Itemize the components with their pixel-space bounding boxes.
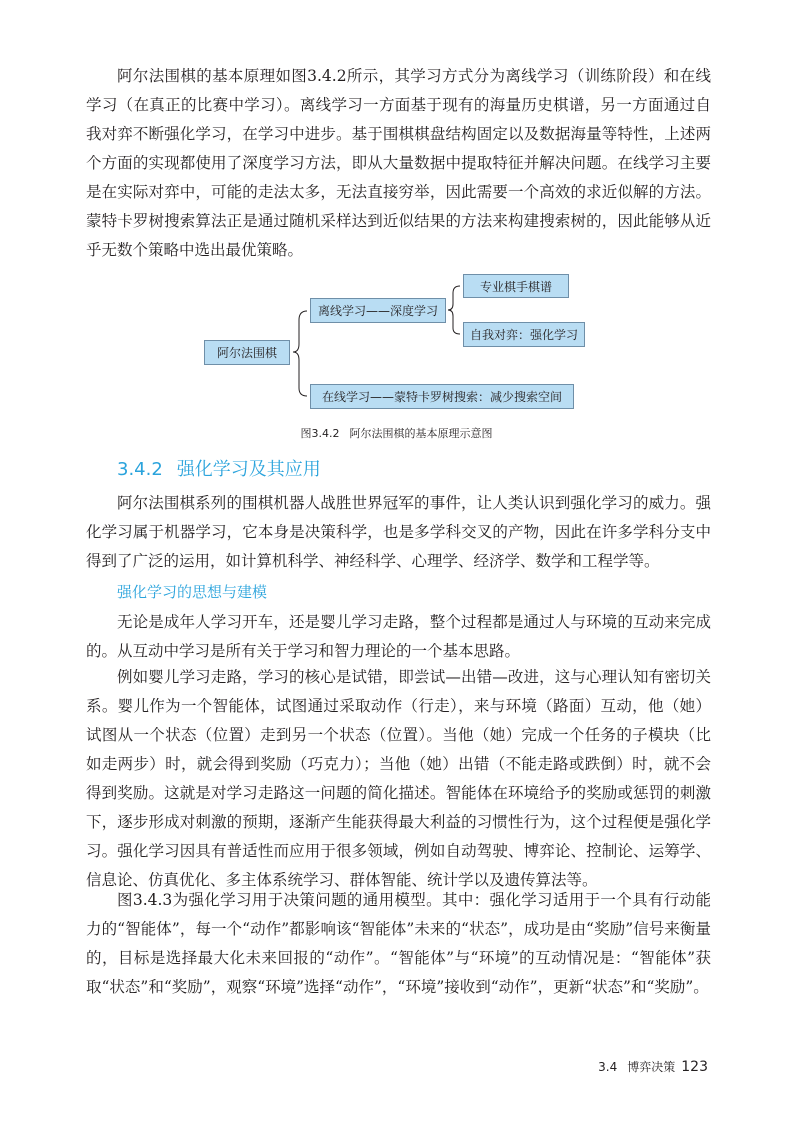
paragraph-alphago-principle: 阿尔法围棋的基本原理如图3.4.2所示，其学习方式分为离线学习（训练阶段）和在线学习（在真正的比赛中学习）。离线学习一方面基于现有的海量历史棋谱，另一方面通过自我对弈不断强化学习，在学习中进步。基于围棋棋盘结构固定以及数据海量等特性，上述两个方面的实现都使用了深度学习方法，即从大量数据中提取特征并解决问题。在线学习主要是在实际对弈中，可能的走法太多，无法直接穷举，因此需要一个高效的求近似解的方法。蒙特卡罗树搜索算法正是通过随机采样达到近似结果的方法来构建搜索树的，因此能够从近乎无数个策略中选出最优策略。 [86, 67, 711, 259]
footer-section: 3.4 [598, 1060, 618, 1074]
brace-offline [448, 286, 460, 334]
paragraph-general-model: 图3.4.3为强化学习用于决策问题的通用模型。其中：强化学习适用于一个具有行动能力的“智能体”，每一个“动作”都影响该“智能体”未来的“状态”，成功是由“奖励”信号来衡量的，目标是选择最大化未来回报的“动作”。“智能体”与“环境”的互动情况是：“智能体”获取“状态”和“奖励”，观察“环境”选择“动作”，“环境”接收到“动作”，更新“状态”和“奖励”。 [86, 891, 711, 996]
figure-caption-text: 阿尔法围棋的基本原理示意图 [349, 427, 493, 440]
subsection-heading: 强化学习的思想与建模 [117, 583, 268, 601]
diagram-node-online: 在线学习——蒙特卡罗树搜索：减少搜索空间 [310, 384, 574, 409]
figure-caption [0, 425, 793, 441]
alphago-diagram [195, 268, 585, 418]
page-footer [598, 1058, 708, 1075]
diagram-node-root: 阿尔法围棋 [204, 340, 290, 365]
paragraph-interaction: 无论是成年人学习开车，还是婴儿学习走路，整个过程都是通过人与环境的互动来完成的。从互动中学习是所有关于学习和智力理论的一个基本思路。 [86, 613, 711, 660]
paragraph-rl-intro: 阿尔法围棋系列的围棋机器人战胜世界冠军的事件，让人类认识到强化学习的威力。强化学习属于机器学习，它本身是决策科学，也是多学科交叉的产物，因此在许多学科分支中得到了广泛的运用，如计算机科学、神经科学、心理学、经济学、数学和工程学等。 [86, 494, 711, 570]
diagram-node-pro-games: 专业棋手棋谱 [463, 274, 569, 298]
diagram-node-offline: 离线学习——深度学习 [310, 298, 446, 323]
paragraph-baby-walking: 例如婴儿学习走路，学习的核心是试错，即尝试—出错—改进，这与心理认知有密切关系。婴儿作为一个智能体，试图通过采取动作（行走），来与环境（路面）互动，他（她）试图从一个状态（位置）走到另一个状态（位置）。当他（她）完成一个任务的子模块（比如走两步）时，就会得到奖励（巧克力）；当他（她）出错（不能走路或跌倒）时，就不会得到奖励。这就是对学习走路这一问题的简化描述。智能体在环境给予的奖励或惩罚的刺激下，逐步形成对刺激的预期，逐渐产生能获得最大利益的习惯性行为，这个过程便是强化学习。强化学习因具有普适性而应用于很多领域，例如自动驾驶、博弈论、控制论、运筹学、信息论、仿真优化、多主体系统学习、群体智能、统计学以及遗传算法等。 [86, 668, 711, 889]
page-number: 123 [681, 1059, 708, 1075]
diagram-node-self-play: 自我对弈：强化学习 [463, 322, 585, 347]
footer-chapter: 博弈决策 [627, 1060, 676, 1074]
section-number: 3.4.2 [117, 459, 163, 480]
figure-number: 图3.4.2 [300, 427, 340, 440]
section-title: 强化学习及其应用 [176, 459, 321, 480]
section-heading [117, 455, 321, 481]
brace-root [293, 311, 307, 396]
